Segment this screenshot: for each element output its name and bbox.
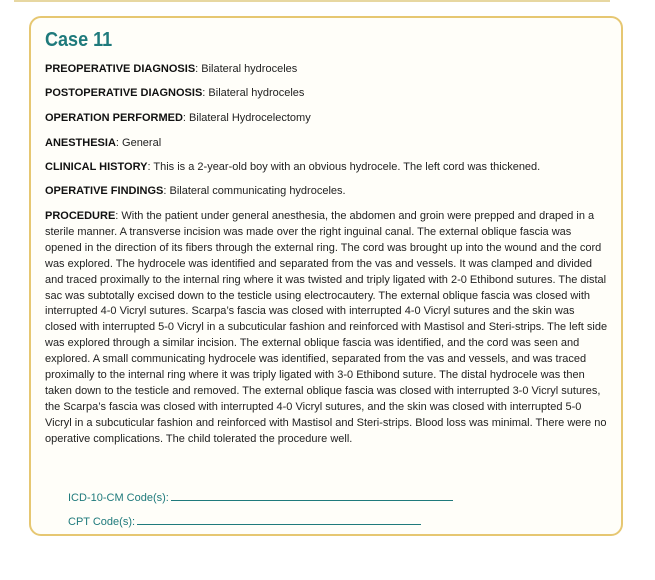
procedure [45,209,609,448]
operation-performed [45,111,609,127]
field-label: OPERATION PERFORMED [45,112,183,124]
field-value: : Bilateral communicating hydroceles. [163,185,346,197]
icd-10-cm-code-field[interactable] [68,492,453,504]
operative-findings [45,184,609,200]
field-value: : General [115,137,162,149]
postoperative-diagnosis [45,86,609,102]
icd-10-cm-code-blank[interactable] [171,500,453,501]
cpt-code-field[interactable] [68,516,421,528]
field-label: POSTOPERATIVE DIAGNOSIS [45,87,203,99]
field-label: PROCEDURE [45,210,116,222]
case-title: Case 11 [45,28,113,51]
field-value: : With the patient under general anesthesia, the abdomen and groin were prepped and draped in a sterile manner. A transverse incision was made over the right inguinal canal. The external oblique fascia was opened in the direction of its fibers through the external ring. The cord was brought up into the wound and the cord was explored. The hydrocele was identified and separated from the vas and vessels. It was clamped and divided and traced proximally to the internal ring where it was twisted and triply ligated with 2-0 Ethibond sutures. The distal sac was subtotally excised down to the testicle using electrocautery. The external oblique fascia was closed with interrupted 4-0 Vicryl sutures. Scarpa’s fascia was closed with interrupted 4-0 Vicryl sutures and the skin was closed with interrupted 5-0 Vicryl in a subcuticular fashion and reinforced with Mastisol and Steri-strips. The left side was explored through a similar incision. The external oblique fascia was identified, and the cord was seen and explored. A small communicating hydrocele was identified, separated from the vas and vessels, and was traced proximally to the internal ring where it was triply ligated with 3-0 Ethibond suture. The distal hydrocele was then taken down to the testicle and removed. The external oblique fascia was closed with interrupted 3-0 Vicryl sutures, the Scarpa’s fascia was closed with interrupted 4-0 Vicryl sutures, and the skin was closed with interrupted 5-0 Vicryl in a subcuticular fashion and reinforced with Mastisol and Steri-strips. Blood loss was minimal. There were no operative complications. The child tolerated the procedure well. [45,210,608,445]
icd-10-cm-code-label: ICD-10-CM Code(s): [68,492,169,504]
case-card [29,16,623,536]
clinical-history [45,160,609,176]
anesthesia [45,136,609,152]
top-divider [14,0,610,2]
field-value: : This is a 2-year-old boy with an obvious hydrocele. The left cord was thickened. [147,161,541,173]
cpt-code-label: CPT Code(s): [68,516,136,528]
preoperative-diagnosis [45,62,609,78]
field-label: OPERATIVE FINDINGS [45,185,164,197]
field-value: : Bilateral Hydrocelectomy [182,112,311,124]
field-label: CLINICAL HISTORY [45,161,148,173]
field-value: : Bilateral hydroceles [202,87,305,99]
field-label: PREOPERATIVE DIAGNOSIS [45,63,196,75]
field-label: ANESTHESIA [45,137,116,149]
field-value: : Bilateral hydroceles [195,63,298,75]
cpt-code-blank[interactable] [137,524,421,525]
